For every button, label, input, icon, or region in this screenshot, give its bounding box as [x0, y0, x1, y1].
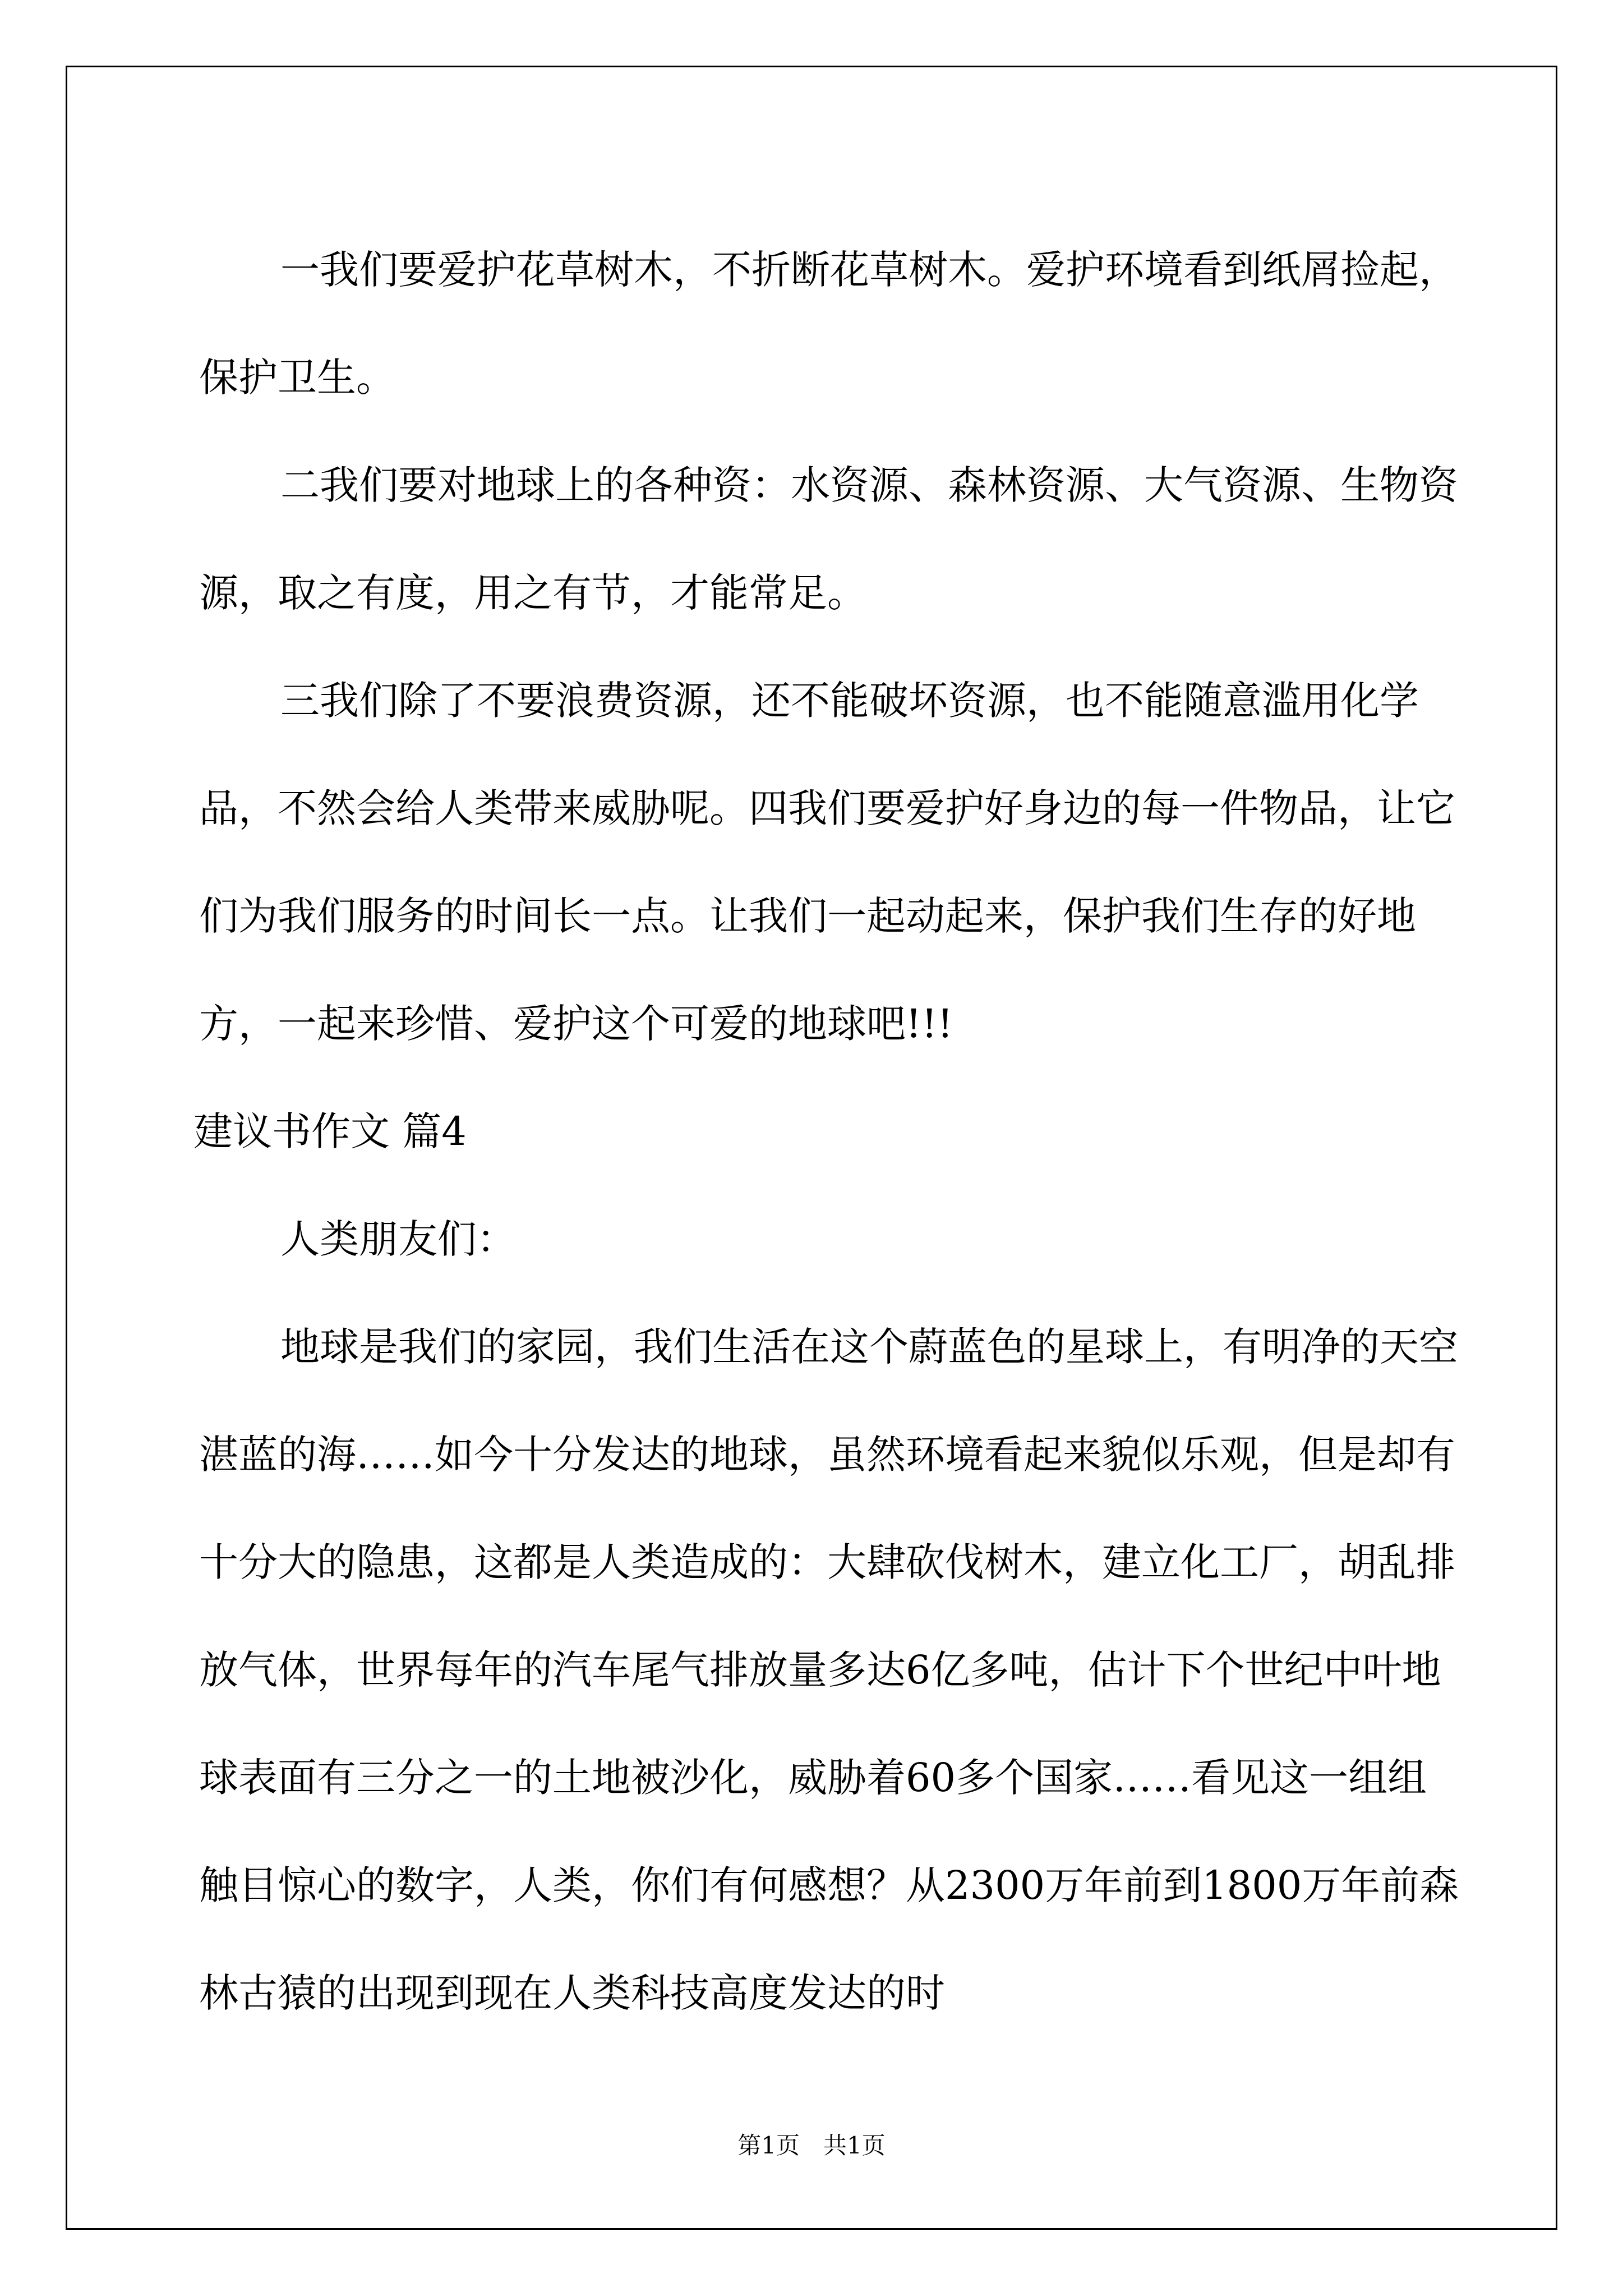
paragraph-salutation: 人类朋友们：: [280, 1216, 516, 1262]
paragraph-1: 一我们要爱护花草树木，不折断花草树木。爱护环境看到纸屑捡起，保护卫生。: [199, 247, 1458, 401]
section-title: 建议书作文 篇4: [193, 1108, 467, 1154]
page-footer: 第1页 共1页: [737, 2132, 886, 2159]
document-body: [193, 216, 1464, 2047]
paragraph-4: 地球是我们的家园，我们生活在这个蔚蓝色的星球上，有明净的天空湛蓝的海……如今十分发达的地球，虽然环境看起来貌似乐观，但是却有十分大的隐患，这都是人类造成的：大肆砍伐树木，建立化工厂，胡乱排放气体，世界每年的汽车尾气排放量多达6亿多吨，估计下个世纪中叶地球表面有三分之一的土地被沙化，威胁着60多个国家……看见这一组组触目惊心的数字，人类，你们有何感想？从2300万年前到1800万年前森林古猿的出现到现在人类科技高度发达的时: [199, 1324, 1459, 2016]
paragraph-2: 二我们要对地球上的各种资：水资源、森林资源、大气资源、生物资源，取之有度，用之有节，才能常足。: [199, 462, 1458, 616]
paragraph-3: 三我们除了不要浪费资源，还不能破坏资源，也不能随意滥用化学品，不然会给人类带来威胁呢。四我们要爱护好身边的每一件物品，让它们为我们服务的时间长一点。让我们一起动起来，保护我们生存的好地方，一起来珍惜、爱护这个可爱的地球吧!!!: [199, 678, 1455, 1047]
